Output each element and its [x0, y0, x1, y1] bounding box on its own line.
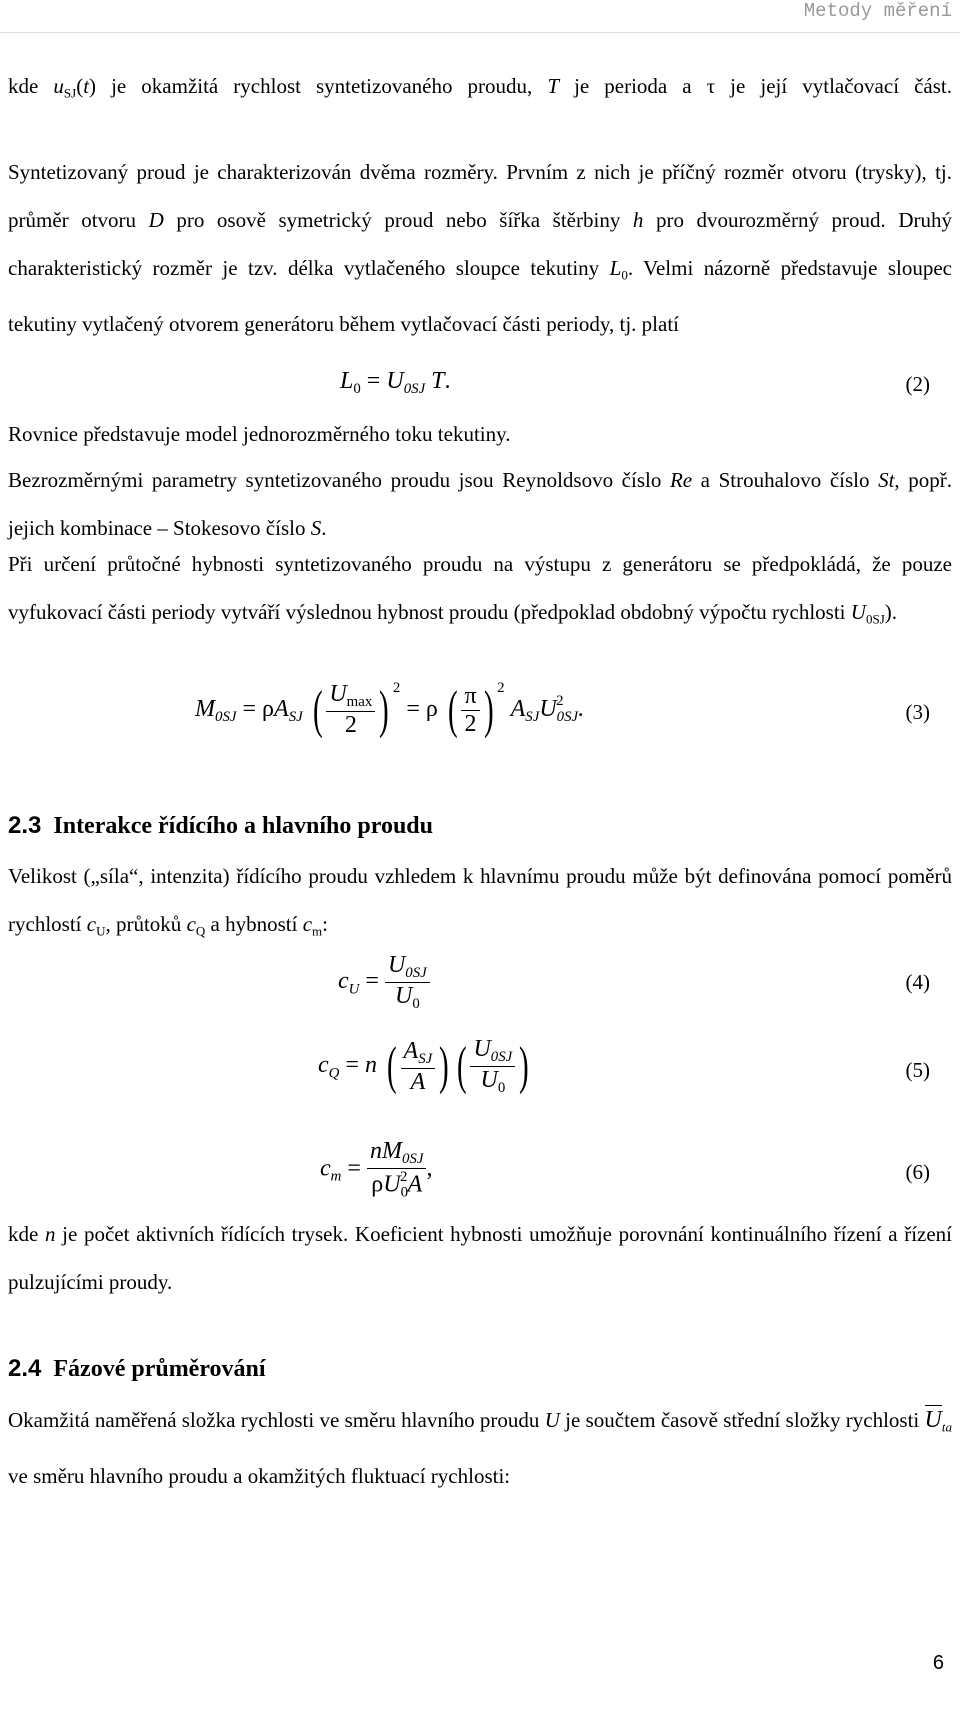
equation-number-6: (6)	[905, 1160, 930, 1184]
section-heading-2-4: 2.4 Fázové průměrování	[8, 1355, 266, 1382]
fraction-pi-over-2: $\frac{\pi}{2}$	[461, 683, 479, 738]
equation-number-4: (4)	[905, 970, 930, 994]
equation-2: $L_0 = U_{0SJ}$ T.	[340, 368, 451, 398]
header-rule	[0, 32, 960, 33]
equation-3: $M_{0SJ} = \rho A_{SJ}$ ( $\frac{U_{max}}{2}$ ) $^2$ = ρ ( $\frac{\pi}{2}$ ) $^2$ $A_{SJ}U_{0SJ}^2$ .	[195, 680, 584, 739]
equation-4: $c_U$ = $\frac{U_{0SJ}}{U_0}$	[338, 952, 430, 1013]
paragraph-control-jets: kde n je počet aktivních řídících trysek. Koeficient hybnosti umožňuje porovnání kontinuálního řízení a řízení pulzujícími proudy.	[8, 1222, 952, 1294]
paragraph-velocity-definition: kde $u_{SJ}(t)$ je okamžitá rychlost syntetizovaného proudu, T je perioda a τ je její vytlačovací část.	[8, 74, 952, 101]
paragraph-model: Rovnice představuje model jednorozměrného toku tekutiny.	[8, 422, 511, 446]
paragraph-phase-averaging: Okamžitá naměřená složka rychlosti ve směru hlavního proudu U je součtem časově střední složky rychlosti $U_{ta}$ ve směru hlavního proudu a okamžitých fluktuací rychlosti:	[8, 1407, 952, 1488]
running-header: Metody měření	[803, 0, 952, 22]
paragraph-jet-dimensions: Syntetizovaný proud je charakterizován dvěma rozměry. Prvním z nich je příčný rozměr otvoru (trysky), tj. průměr otvoru D pro osově symetrický proud nebo šířka štěrbiny h pro dvourozměrný proud. Druhý charakteristický rozměr je tzv. délka vytlačeného sloupce tekutiny $L_0$. Velmi názorně představuje sloupec tekutiny vytlačený otvorem generátoru během vytlačovací části periody, tj. platí	[8, 160, 953, 336]
equation-number-3: (3)	[905, 700, 930, 724]
equation-6: $c_m$ = $\frac{nM_{0SJ}}{\rho U_0^2A}$ ,	[320, 1138, 433, 1201]
equation-5: $c_Q = n$ ( $\frac{A_{SJ}}{A}$ ) ( $\frac{U_{0SJ}}{U_0}$ )	[318, 1036, 529, 1097]
page-number: 6	[932, 1652, 944, 1674]
paragraph-momentum: Při určení průtočné hybnosti syntetizovaného proudu na výstupu z generátoru se předpokládá, že pouze vyfukovací části periody vytváří výslednou hybnost proudu (předpoklad obdobný výpočtu rychlosti $U_{0SJ}$).	[8, 552, 952, 627]
section-heading-2-3: 2.3 Interakce řídícího a hlavního proudu	[8, 812, 434, 839]
equation-number-2: (2)	[905, 372, 930, 396]
fraction-velocity-ratio-2: $\frac{U_{0SJ}}{U_0}$	[470, 1036, 515, 1097]
fraction-velocity-ratio: $\frac{U_{0SJ}}{U_0}$	[385, 952, 430, 1013]
paragraph-dimensionless: Bezrozměrnými parametry syntetizovaného proudu jsou Reynoldsovo číslo Re a Strouhalovo číslo St, popř. jejich kombinace – Stokesovo číslo S.	[8, 468, 952, 540]
fraction-umax-over-2: $\frac{U_{max}}{2}$	[326, 681, 375, 739]
fraction-momentum-ratio: $\frac{nM_{0SJ}}{\rho U_0^2A}$	[367, 1138, 426, 1202]
fraction-area-ratio: $\frac{A_{SJ}}{A}$	[401, 1038, 436, 1096]
paragraph-interaction: Velikost („síla“, intenzita) řídícího proudu vzhledem k hlavnímu proudu může být definována pomocí poměrů rychlostí $c_U$, průtoků $c_Q$ a hybností $c_m$:	[8, 864, 952, 939]
equation-number-5: (5)	[905, 1058, 930, 1082]
